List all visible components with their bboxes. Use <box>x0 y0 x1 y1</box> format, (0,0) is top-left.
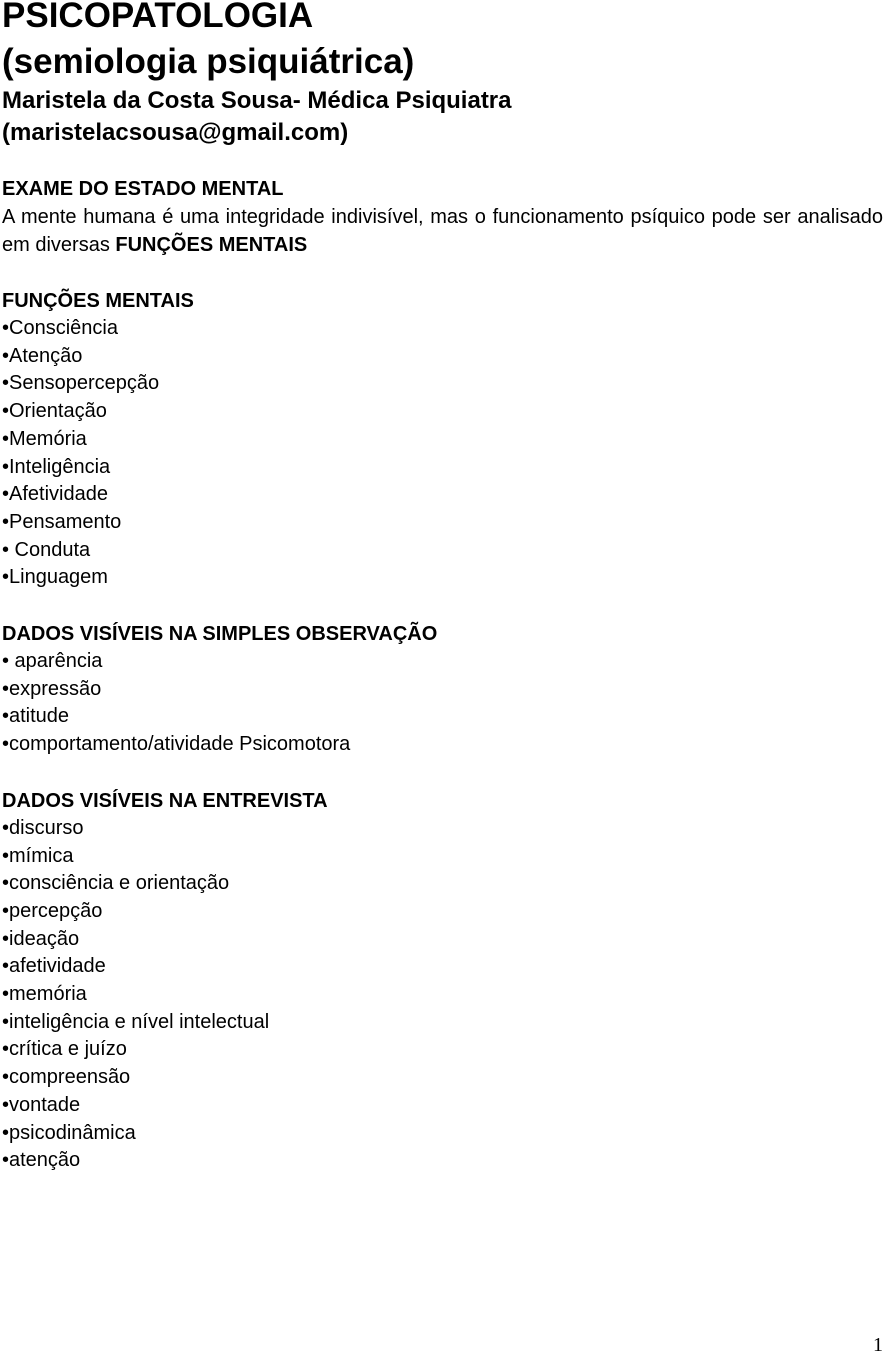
list-item: •Memória <box>2 427 87 450</box>
page-number: 1 <box>873 1334 883 1356</box>
observacao-list <box>2 648 883 759</box>
list-item: •discurso <box>2 816 84 839</box>
list-item: • Conduta <box>2 538 91 561</box>
list-item: •Inteligência <box>2 455 111 478</box>
document-title: PSICOPATOLOGIA <box>2 0 314 35</box>
list-item: •atenção <box>2 1149 81 1172</box>
section-heading-funcoes: FUNÇÕES MENTAIS <box>2 290 194 312</box>
section-entrevista <box>2 787 883 1175</box>
section-heading-exame: EXAME DO ESTADO MENTAL <box>2 178 284 200</box>
author-name: Maristela da Costa Sousa- Médica Psiquiatra <box>2 87 512 114</box>
list-item: •inteligência e nível intelectual <box>2 1010 270 1033</box>
list-item: •atitude <box>2 705 70 728</box>
list-item: •compreensão <box>2 1066 131 1089</box>
section-exame <box>2 175 883 259</box>
section-funcoes <box>2 287 883 592</box>
exame-text-bold: FUNÇÕES MENTAIS <box>115 234 308 256</box>
list-item: •Pensamento <box>2 510 122 533</box>
list-item: • aparência <box>2 650 103 673</box>
author-email: (maristelacsousa@gmail.com) <box>2 119 349 146</box>
document-subtitle: (semiologia psiquiátrica) <box>2 42 415 81</box>
list-item: •Atenção <box>2 344 83 367</box>
list-item: •mímica <box>2 844 74 867</box>
section-heading-observacao: DADOS VISÍVEIS NA SIMPLES OBSERVAÇÃO <box>2 623 438 646</box>
list-item: •crítica e juízo <box>2 1038 127 1061</box>
section-heading-entrevista: DADOS VISÍVEIS NA ENTREVISTA <box>2 789 328 812</box>
list-item: •ideação <box>2 927 80 950</box>
list-item: •Afetividade <box>2 483 108 506</box>
entrevista-list <box>2 815 883 1175</box>
exame-text: A mente humana é uma integridade indivisível, mas o funcionamento psíquico pode ser analisado em diversas <box>2 206 883 256</box>
list-item: •Orientação <box>2 400 107 423</box>
list-item: •percepção <box>2 899 103 922</box>
list-item: •vontade <box>2 1093 81 1116</box>
list-item: •Sensopercepção <box>2 372 160 395</box>
exame-paragraph <box>2 203 883 259</box>
list-item: •Consciência <box>2 317 118 339</box>
section-observacao <box>2 620 883 759</box>
list-item: •afetividade <box>2 955 106 978</box>
list-item: •comportamento/atividade Psicomotora <box>2 733 351 756</box>
funcoes-list <box>2 315 883 592</box>
list-item: •Linguagem <box>2 566 108 589</box>
document-page <box>2 0 883 1175</box>
list-item: •memória <box>2 983 87 1006</box>
list-item: •consciência e orientação <box>2 872 230 895</box>
list-item: •psicodinâmica <box>2 1121 136 1144</box>
list-item: •expressão <box>2 677 102 700</box>
